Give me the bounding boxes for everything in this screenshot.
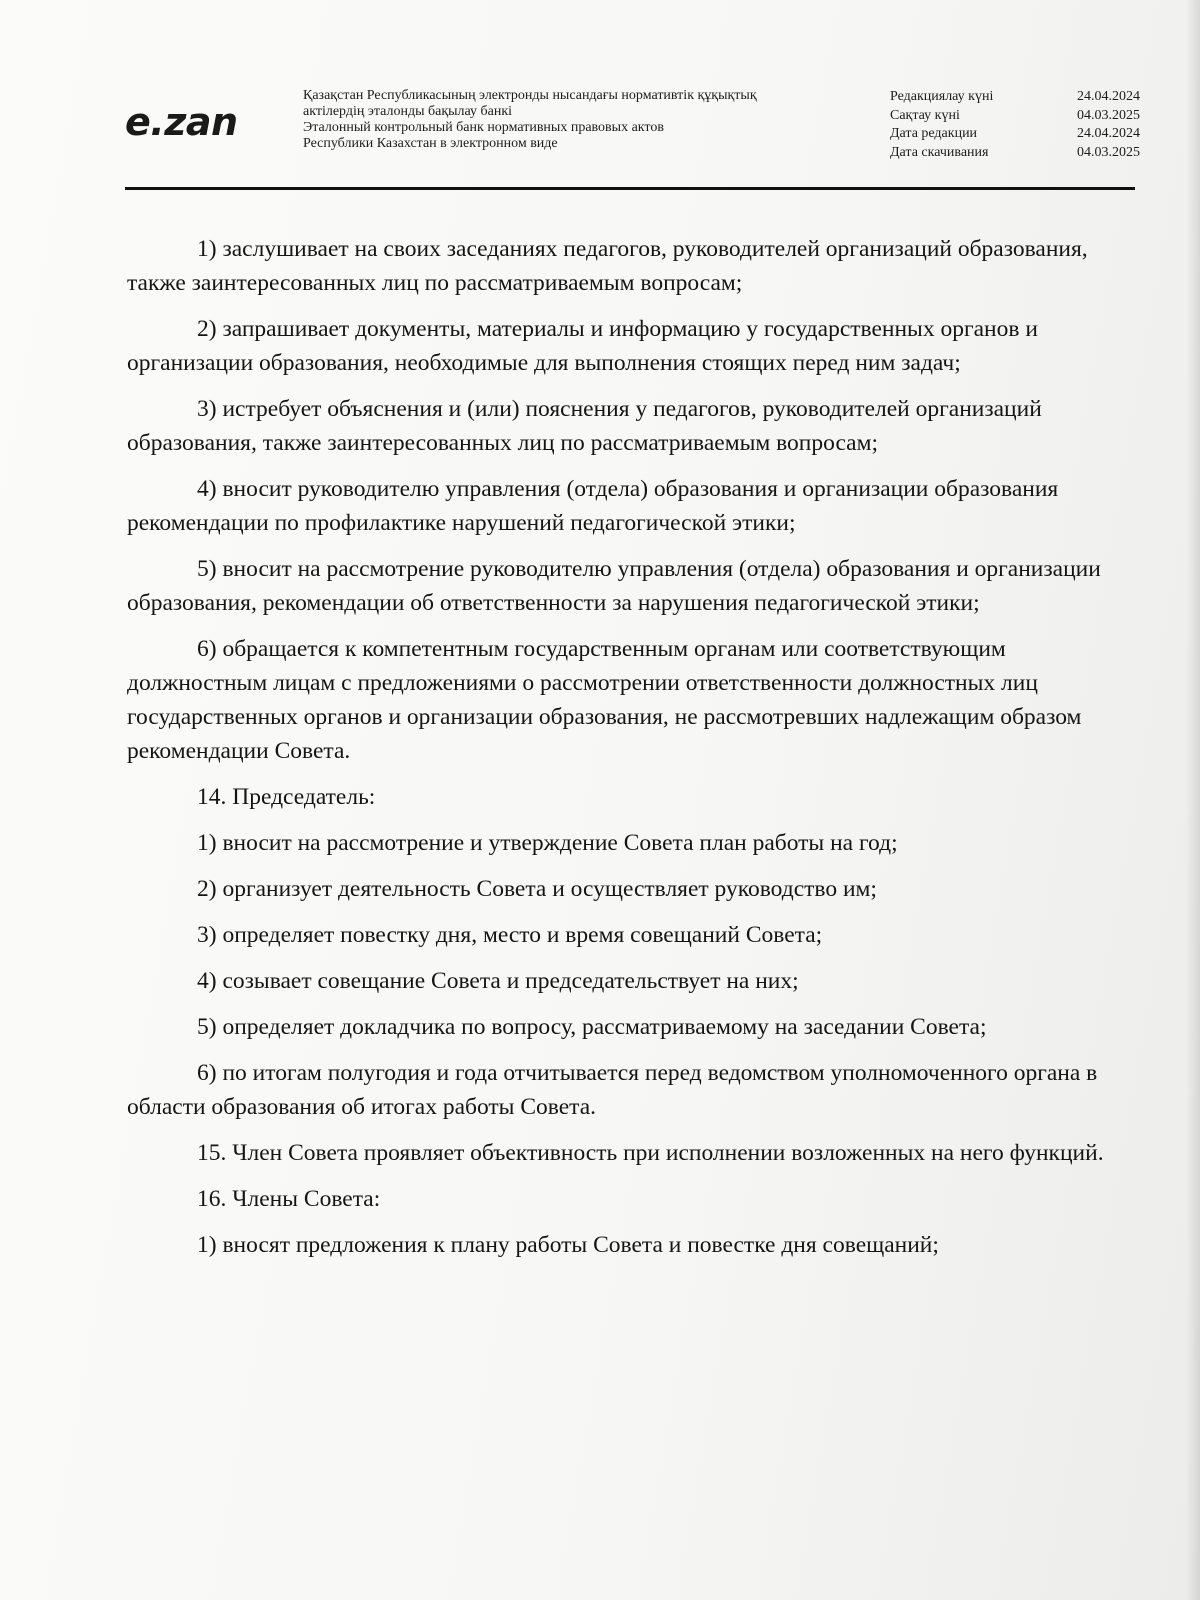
meta-row <box>890 144 1140 163</box>
paragraph: 5) вносит на рассмотрение руководителю управления (отдела) образования и организации образования, рекомендации об ответственности за нарушения педагогической этики; <box>127 556 1101 616</box>
meta-row <box>890 88 1140 107</box>
paragraph: 5) определяет докладчика по вопросу, рассматриваемому на заседании Совета; <box>197 1014 987 1040</box>
document-body <box>127 232 1127 1274</box>
meta-row <box>890 125 1140 144</box>
paragraph: 6) обращается к компетентным государственным органам или соответствующим должностным лицам с предложениями о рассмотрении ответственности должностных лиц государственных органов и организации образования, не рассмотревших надлежащим образом рекомендации Совета. <box>127 636 1082 764</box>
paragraph: 6) по итогам полугодия и года отчитывается перед ведомством уполномоченного органа в области образования об итогах работы Совета. <box>127 1060 1098 1120</box>
paragraph: 4) вносит руководителю управления (отдела) образования и организации образования рекомендации по профилактике нарушений педагогической этики; <box>127 476 1059 536</box>
paragraph: 4) созывает совещание Совета и председательствует на них; <box>197 968 799 994</box>
section-heading: 14. Председатель: <box>197 784 376 810</box>
bank-name <box>303 88 863 152</box>
bank-name-line: актілердің эталонды бақылау банкі <box>303 104 513 119</box>
paragraph: 15. Член Совета проявляет объективность при исполнении возложенных на него функций. <box>197 1140 1104 1166</box>
edition-meta <box>890 88 1140 162</box>
header-divider <box>125 187 1135 190</box>
section-heading: 16. Члены Совета: <box>197 1186 381 1212</box>
paragraph: 1) заслушивает на своих заседаниях педагогов, руководителей организаций образования, также заинтересованных лиц по рассматриваемым вопросам; <box>127 236 1088 296</box>
page-edge-shadow <box>1186 0 1200 1600</box>
meta-label: Редакциялау күні <box>890 89 994 104</box>
paragraph: 3) истребует объяснения и (или) пояснения у педагогов, руководителей организаций образования, также заинтересованных лиц по рассматриваемым вопросам; <box>127 396 1042 456</box>
paragraph: 2) запрашивает документы, материалы и информацию у государственных органов и организации образования, необходимые для выполнения стоящих перед ним задач; <box>127 316 1038 376</box>
paragraph: 3) определяет повестку дня, место и время совещаний Совета; <box>197 922 823 948</box>
meta-label: Сақтау күні <box>890 107 960 123</box>
meta-label: Дата скачивания <box>890 144 989 160</box>
paragraph: 1) вносят предложения к плану работы Совета и повестке дня совещаний; <box>197 1232 939 1258</box>
bank-name-line: Эталонный контрольный банк нормативных правовых актов <box>303 120 664 135</box>
meta-value: 04.03.2025 <box>1077 144 1140 160</box>
meta-label: Дата редакции <box>890 126 978 141</box>
meta-row <box>890 107 1140 126</box>
meta-value: 24.04.2024 <box>1077 89 1140 104</box>
meta-value: 04.03.2025 <box>1077 107 1140 123</box>
paragraph: 1) вносит на рассмотрение и утверждение Совета план работы на год; <box>197 830 898 856</box>
paragraph: 2) организует деятельность Совета и осуществляет руководство им; <box>197 876 877 902</box>
bank-name-line: Республики Казахстан в электронном виде <box>303 136 558 151</box>
document-header <box>125 88 1140 168</box>
ezan-logo: e.zan <box>125 100 238 144</box>
bank-name-line: Қазақстан Республикасының электронды нысандағы нормативтік құқықтық <box>303 88 757 103</box>
meta-value: 24.04.2024 <box>1077 126 1140 141</box>
